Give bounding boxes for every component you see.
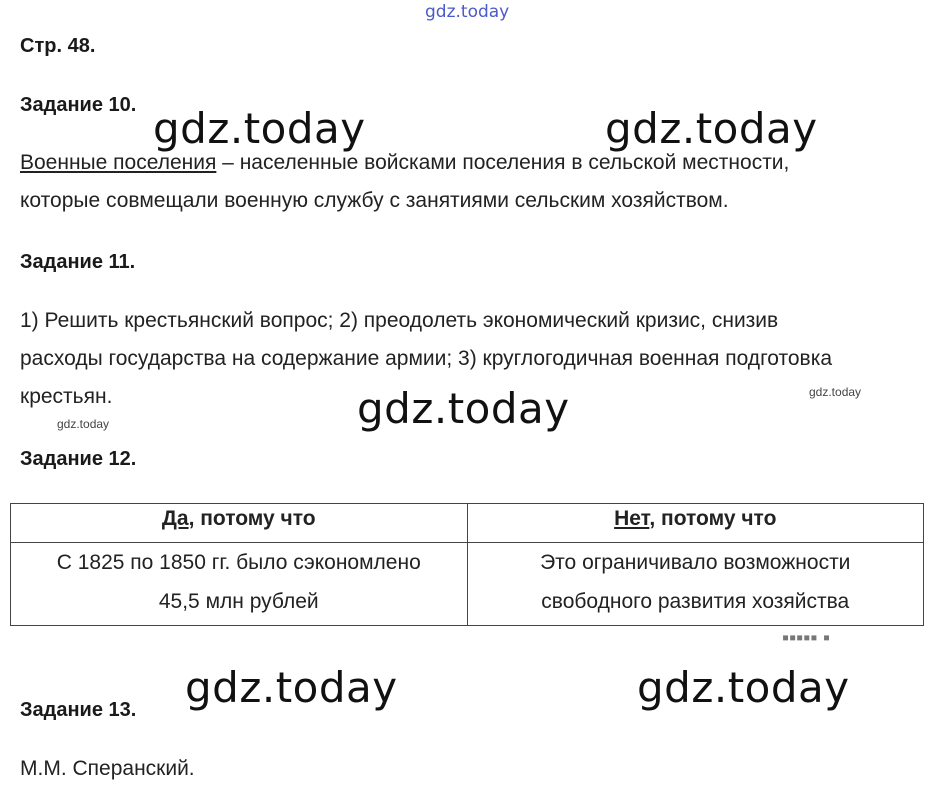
watermark-top: gdz.today bbox=[425, 2, 510, 22]
scan-artifact: ▪▪▪▪▪ ▪ bbox=[782, 627, 831, 649]
watermark-large: gdz.today bbox=[153, 104, 366, 153]
task10-heading: Задание 10. bbox=[20, 94, 137, 116]
task10-definition: – населенные войсками поселения в сельской местности, bbox=[216, 151, 790, 174]
task11-heading: Задание 11. bbox=[20, 251, 136, 273]
yes-header-rest: , потому что bbox=[188, 507, 316, 530]
table-row bbox=[11, 543, 924, 626]
no-header-word: Нет bbox=[614, 507, 650, 530]
task10-term: Военные поселения bbox=[20, 151, 217, 174]
no-cell-line2: свободного развития хозяйства bbox=[541, 590, 850, 613]
no-cell-line1: Это ограничивало возможности bbox=[540, 551, 851, 574]
watermark-large: gdz.today bbox=[185, 663, 398, 712]
watermark-large: gdz.today bbox=[637, 663, 850, 712]
task11-line2: расходы государства на содержание армии; 3) круглогодичная военная подготовка bbox=[20, 347, 833, 370]
task11-line1: 1) Решить крестьянский вопрос; 2) преодолеть экономический кризис, снизив bbox=[20, 309, 779, 332]
task11-line3: крестьян. bbox=[20, 385, 113, 408]
task10-line2: которые совмещали военную службу с занятиями сельским хозяйством. bbox=[20, 189, 729, 212]
task10-answer bbox=[20, 144, 920, 220]
page-label: Стр. 48. bbox=[20, 35, 96, 57]
task13-heading: Задание 13. bbox=[20, 699, 137, 721]
watermark-large: gdz.today bbox=[357, 384, 570, 433]
yes-cell bbox=[11, 543, 468, 626]
watermark-large: gdz.today bbox=[605, 104, 818, 153]
yes-cell-line1: С 1825 по 1850 гг. было сэкономлено bbox=[56, 551, 421, 574]
task13-answer: М.М. Сперанский. bbox=[20, 757, 195, 780]
table-header-row bbox=[11, 504, 924, 543]
answer-table bbox=[10, 503, 924, 626]
no-header-rest: , потому что bbox=[649, 507, 777, 530]
no-cell bbox=[467, 543, 924, 626]
yes-header-word: Да bbox=[161, 507, 189, 530]
no-column-header bbox=[467, 504, 924, 543]
yes-column-header bbox=[11, 504, 468, 543]
yes-cell-line2: 45,5 млн рублей bbox=[158, 590, 319, 613]
watermark-small: gdz.today bbox=[57, 417, 110, 431]
task12-heading: Задание 12. bbox=[20, 448, 137, 470]
task10-line1 bbox=[20, 144, 920, 182]
watermark-small: gdz.today bbox=[809, 385, 862, 399]
